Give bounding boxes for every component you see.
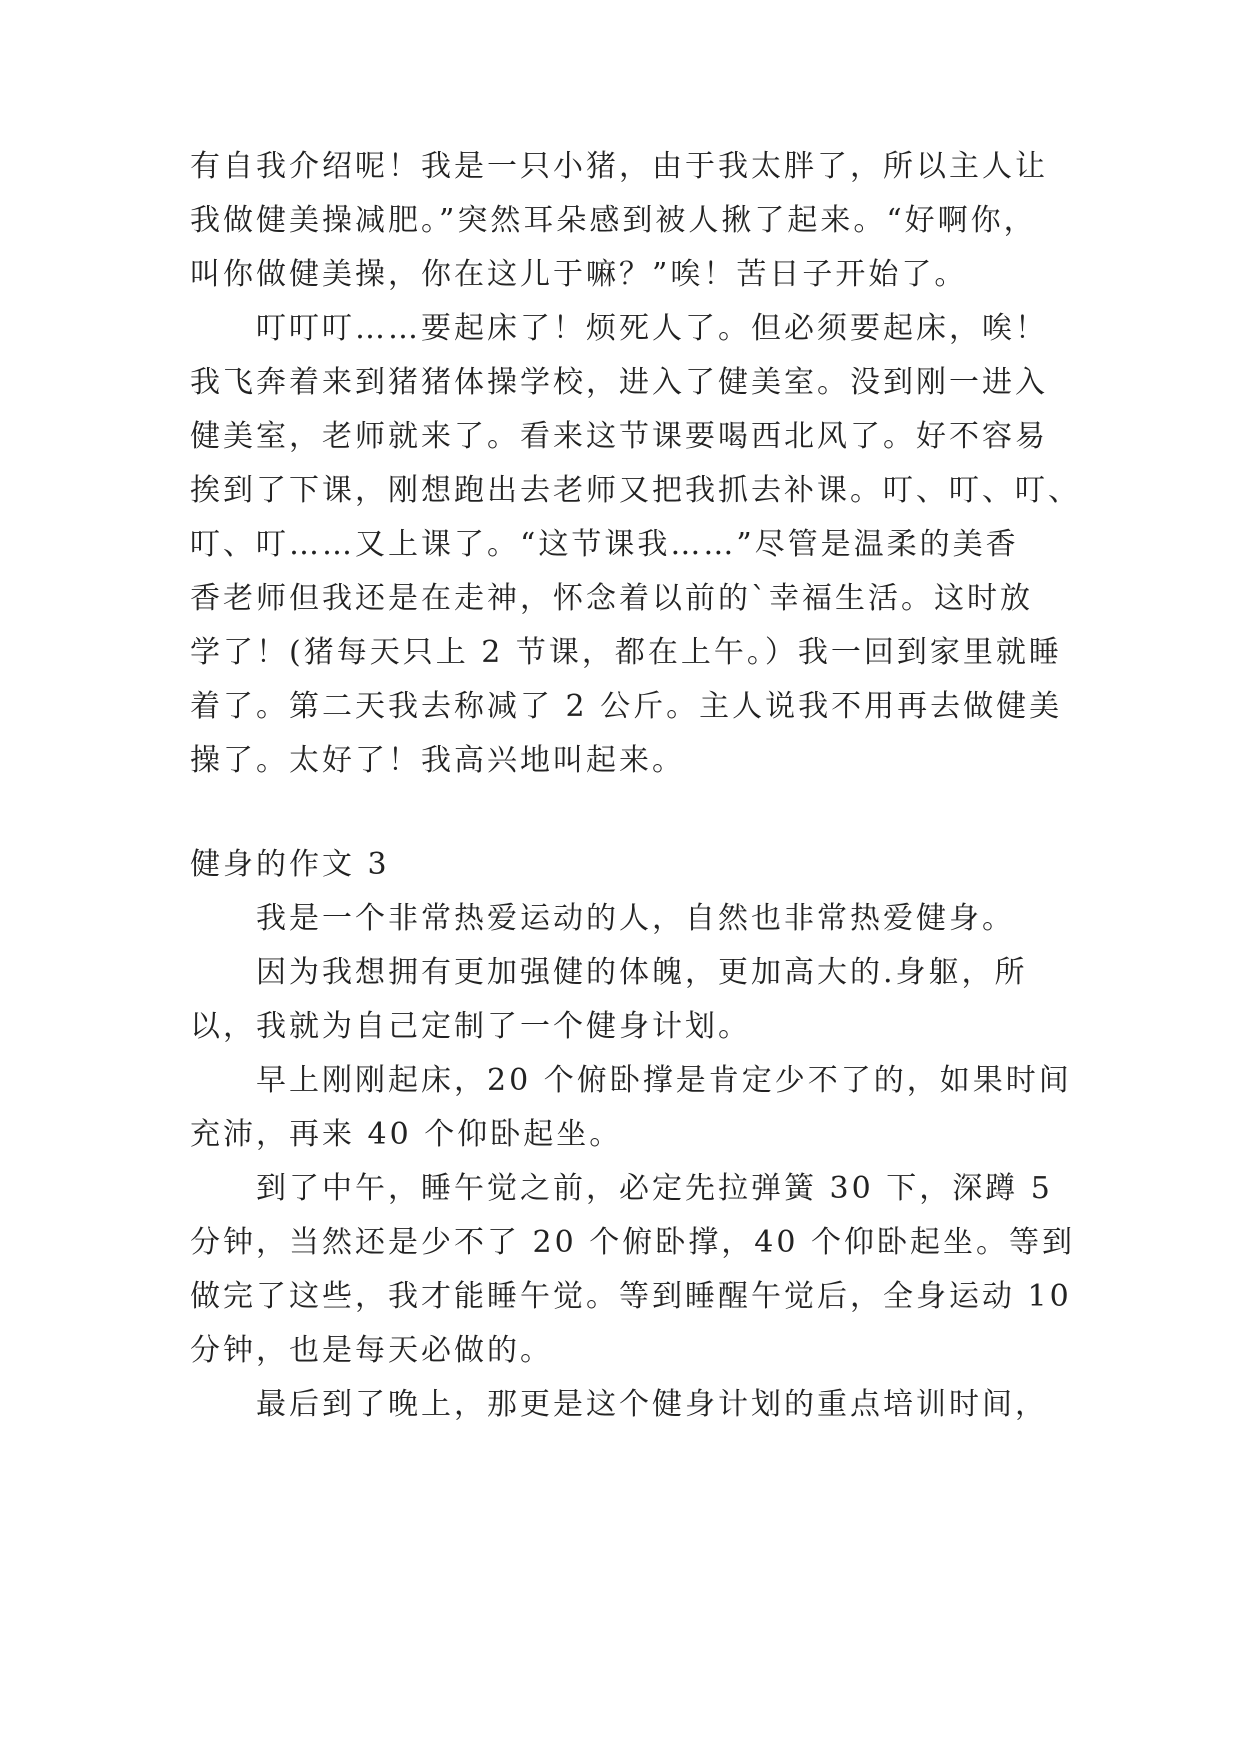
paragraph-line: 香老师但我还是在走神，怀念着以前的`幸福生活。这时放 — [190, 581, 1033, 616]
paragraph-line: 叮、叮……又上课了。“这节课我……”尽管是温柔的美香 — [190, 527, 1019, 562]
paragraph-line: 着了。第二天我去称减了 2 公斤。主人说我不用再去做健美 — [190, 689, 1063, 724]
paragraph-line: 我是一个非常热爱运动的人，自然也非常热爱健身。 — [256, 901, 1015, 936]
paragraph-line: 早上刚刚起床，20 个俯卧撑是肯定少不了的，如果时间 — [256, 1063, 1072, 1098]
section-heading: 健身的作文 3 — [190, 847, 390, 882]
paragraph-line: 有自我介绍呢！我是一只小猪，由于我太胖了，所以主人让 — [190, 149, 1048, 184]
paragraph-line: 学了！(猪每天只上 2 节课，都在上午。）我一回到家里就睡 — [190, 635, 1062, 670]
paragraph-line: 叮叮叮……要起床了！烦死人了。但必须要起床，唉！ — [256, 311, 1048, 346]
paragraph-line: 充沛，再来 40 个仰卧起坐。 — [190, 1117, 623, 1152]
paragraph-line: 我飞奔着来到猪猪体操学校，进入了健美室。没到刚一进入 — [190, 365, 1048, 400]
paragraph-line: 最后到了晚上，那更是这个健身计划的重点培训时间， — [256, 1387, 1048, 1422]
paragraph-line: 健美室，老师就来了。看来这节课要喝西北风了。好不容易 — [190, 419, 1048, 454]
paragraph-line: 以，我就为自己定制了一个健身计划。 — [190, 1009, 751, 1044]
paragraph-line: 到了中午，睡午觉之前，必定先拉弹簧 30 下，深蹲 5 — [256, 1171, 1053, 1206]
paragraph-line: 叫你做健美操，你在这儿于嘛？”唉！苦日子开始了。 — [190, 257, 968, 292]
paragraph-line: 分钟，当然还是少不了 20 个俯卧撑，40 个仰卧起坐。等到 — [190, 1225, 1075, 1260]
paragraph-line: 挨到了下课，刚想跑出去老师又把我抓去补课。叮、叮、叮、 — [190, 473, 1081, 508]
paragraph-line: 我做健美操减肥。”突然耳朵感到被人揪了起来。“好啊你， — [190, 203, 1037, 238]
paragraph-line: 分钟，也是每天必做的。 — [190, 1333, 553, 1368]
paragraph-line: 做完了这些，我才能睡午觉。等到睡醒午觉后，全身运动 10 — [190, 1279, 1072, 1314]
paragraph-line: 操了。太好了！我高兴地叫起来。 — [190, 743, 685, 778]
paragraph-line: 因为我想拥有更加强健的体魄，更加高大的.身躯，所 — [256, 955, 1028, 990]
